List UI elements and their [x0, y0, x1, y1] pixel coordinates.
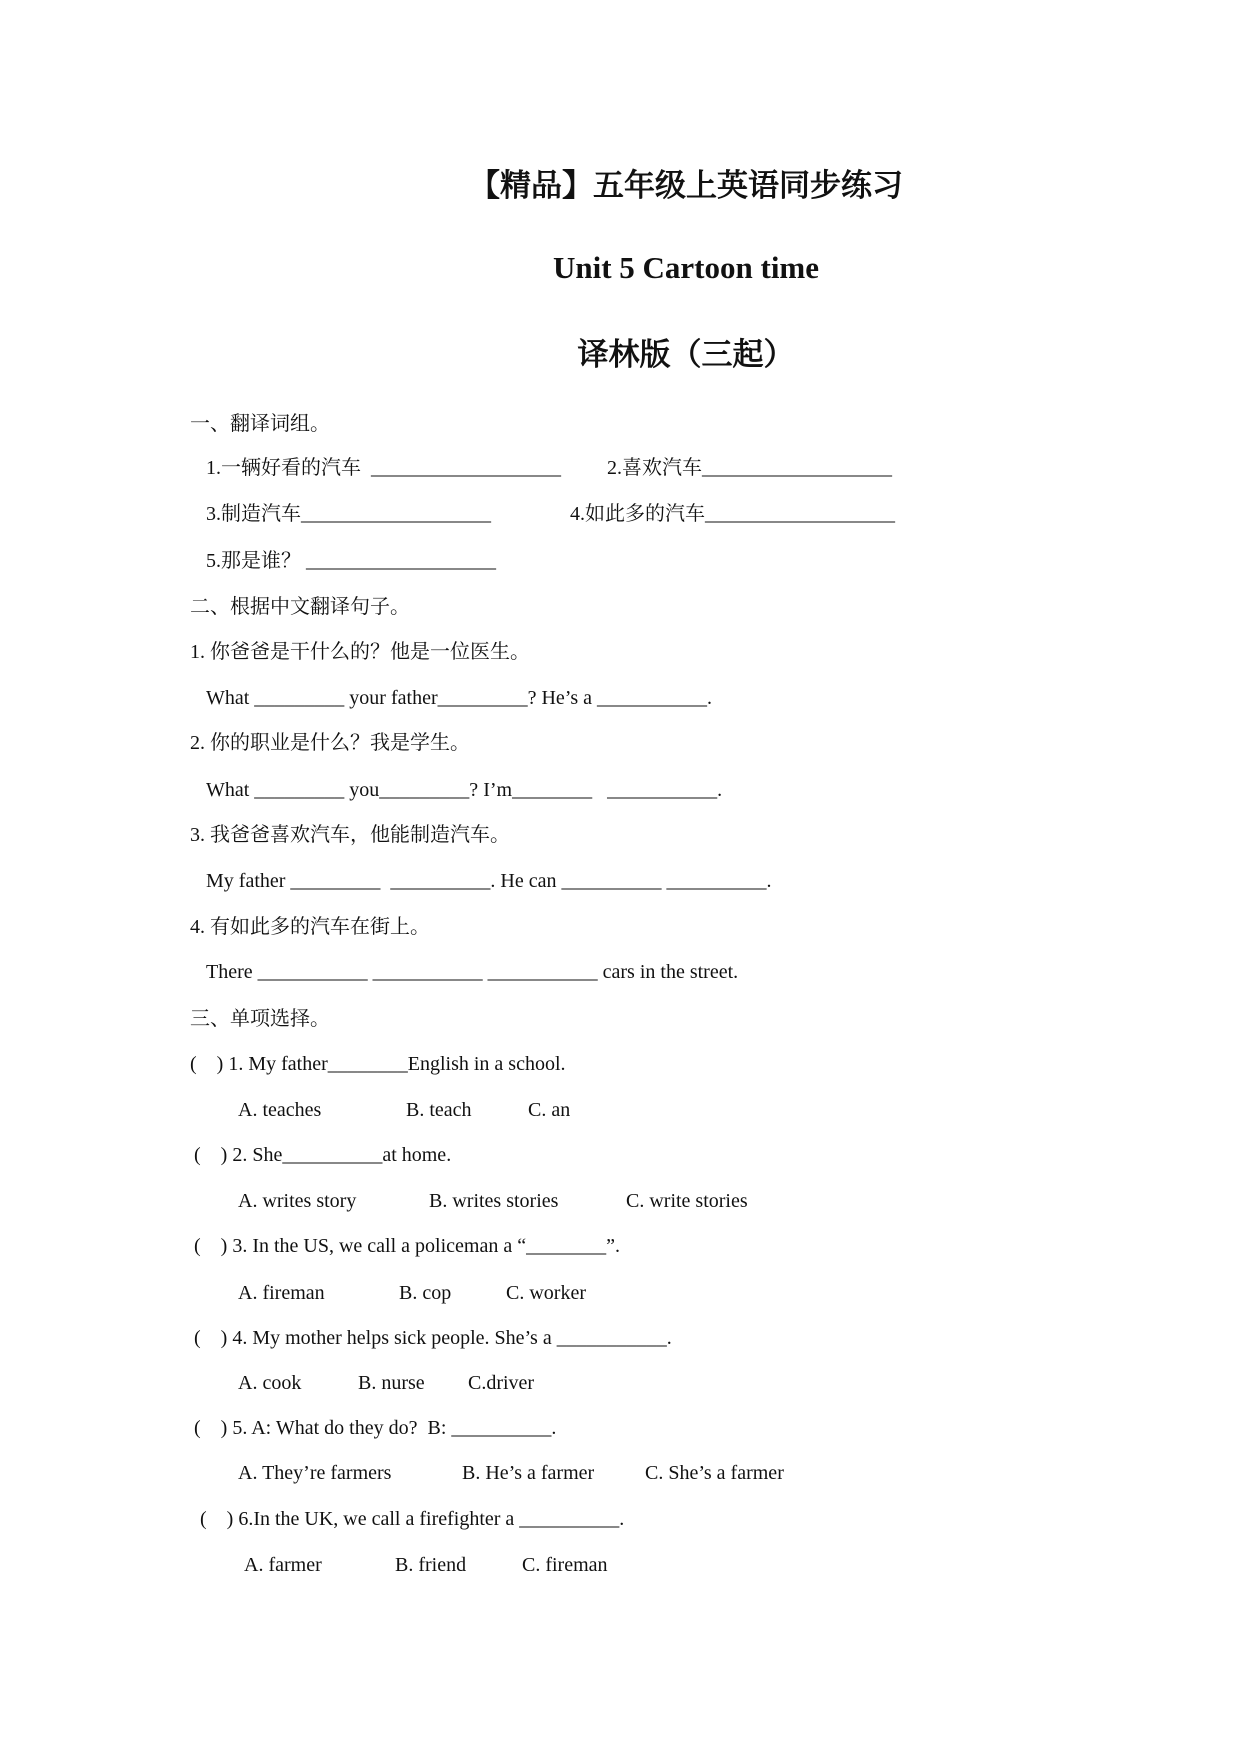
option: C. fireman: [522, 1554, 608, 1576]
option: C.driver: [468, 1372, 535, 1394]
question: ( ) 6.In the UK, we call a firefighter a __________.: [200, 1508, 625, 1530]
option: B. He’s a farmer: [462, 1462, 595, 1484]
phrase-item: 4.如此多的汽车___________________: [570, 503, 895, 525]
sentence-english: What _________ you_________? I’m________ ___________.: [206, 779, 723, 801]
sentence-english: My father _________ __________. He can __________ __________.: [206, 870, 772, 892]
question: ( ) 2. She__________at home.: [194, 1144, 452, 1166]
option: C. She’s a farmer: [645, 1462, 784, 1484]
option: A. teaches: [238, 1099, 322, 1121]
phrase-item: 1.一辆好看的汽车 ___________________: [206, 457, 561, 479]
sentence-chinese: 2. 你的职业是什么？我是学生。: [190, 732, 470, 754]
option: A. writes story: [238, 1190, 357, 1212]
sentence-english: There ___________ ___________ ___________ cars in the street.: [206, 961, 739, 983]
option: B. writes stories: [429, 1190, 559, 1212]
option: A. cook: [238, 1372, 302, 1394]
question: ( ) 5. A: What do they do? B: __________.: [194, 1417, 557, 1439]
sentence-chinese: 4. 有如此多的汽车在街上。: [190, 916, 430, 938]
option: C. an: [528, 1099, 571, 1121]
section-heading: 三、单项选择。: [190, 1008, 330, 1030]
option: A. farmer: [244, 1554, 322, 1576]
section-heading: 二、根据中文翻译句子。: [190, 596, 410, 618]
worksheet-title: 【精品】五年级上英语同步练习: [469, 168, 903, 203]
question: ( ) 3. In the US, we call a policeman a “________”.: [194, 1235, 620, 1257]
phrase-item: 5.那是谁？ ___________________: [206, 550, 496, 572]
option: C. write stories: [626, 1190, 748, 1212]
option: B. cop: [399, 1282, 452, 1304]
sentence-english: What _________ your father_________? He’s a ___________.: [206, 687, 713, 709]
option: B. friend: [395, 1554, 467, 1576]
unit-title: Unit 5 Cartoon time: [552, 250, 820, 285]
section-heading: 一、翻译词组。: [190, 413, 330, 435]
phrase-item: 3.制造汽车___________________: [206, 503, 491, 525]
option: B. teach: [406, 1099, 472, 1121]
question: ( ) 1. My father________English in a school.: [190, 1053, 566, 1075]
phrase-item: 2.喜欢汽车___________________: [607, 457, 892, 479]
option: A. They’re farmers: [238, 1462, 392, 1484]
sentence-chinese: 1. 你爸爸是干什么的？他是一位医生。: [190, 641, 530, 663]
question: ( ) 4. My mother helps sick people. She’s a ___________.: [194, 1327, 672, 1349]
option: B. nurse: [358, 1372, 425, 1394]
edition-title: 译林版（三起）: [577, 337, 795, 372]
option: C. worker: [506, 1282, 586, 1304]
sentence-chinese: 3. 我爸爸喜欢汽车，他能制造汽车。: [190, 824, 510, 846]
option: A. fireman: [238, 1282, 325, 1304]
